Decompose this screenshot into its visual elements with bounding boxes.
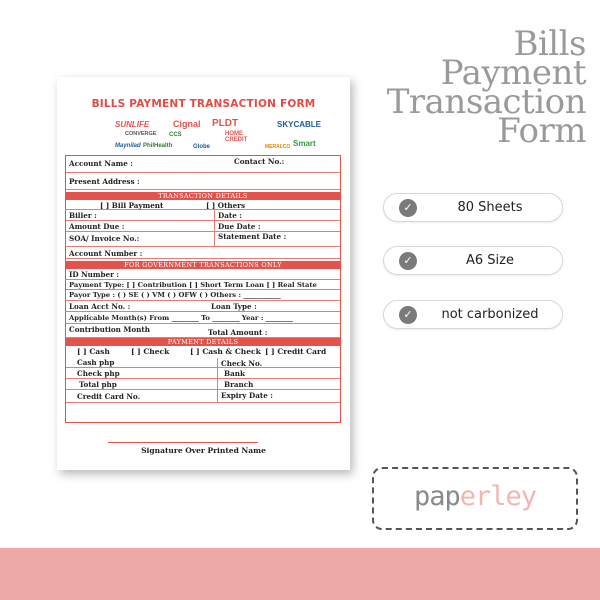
total-php-label: Total php <box>79 380 117 389</box>
ccs-logo: CCS <box>169 132 182 138</box>
converge-logo: CONVERGE <box>125 131 157 137</box>
due-date-label: Due Date : <box>218 222 261 231</box>
payment-type-row <box>66 280 340 290</box>
amount-due-label: Amount Due : <box>69 222 125 231</box>
brand-logo-box <box>372 467 578 530</box>
feature-label: 80 Sheets <box>457 200 523 215</box>
amount-due-row <box>66 221 340 232</box>
check-php-label: Check php <box>77 369 120 378</box>
cash-php-label: Cash php <box>77 358 115 367</box>
check-no-label: Check No. <box>221 359 263 368</box>
loan-row <box>66 301 340 312</box>
total-amount-label: Total Amount : <box>208 328 268 337</box>
bill-payment-option: [ ] Bill Payment <box>100 201 164 210</box>
government-transactions-header: FOR GOVERNMENT TRANSACTIONS ONLY <box>66 261 340 269</box>
credit-card-option: [ ] Credit Card <box>265 347 327 356</box>
cash-check-option: [ ] Cash & Check <box>190 347 261 356</box>
form-title: BILLS PAYMENT TRANSACTION FORM <box>91 98 316 110</box>
payor-type-label: Payor Type : ( ) SE ( ) VM ( ) OFW ( ) Others : ___________ <box>69 291 281 299</box>
philhealth-logo: PhilHealth <box>143 143 173 149</box>
others-option: [ ] Others <box>206 201 246 210</box>
brand-part-2: erley <box>459 481 537 512</box>
globe-logo: Globe <box>193 144 211 150</box>
id-number-label: ID Number : <box>69 270 120 279</box>
meralco-logo: MERALCO <box>265 144 291 150</box>
check-php-row <box>66 368 340 379</box>
biller-row <box>66 210 340 221</box>
payment-details-header: PAYMENT DETAILS <box>66 338 340 346</box>
check-circle-icon: ✓ <box>399 306 417 324</box>
cignal-logo: Cignal <box>173 119 201 129</box>
present-address-label: Present Address : <box>69 177 140 186</box>
brand-logo <box>374 481 576 512</box>
loan-type-label: Loan Type : <box>211 302 257 311</box>
headline-line: Form <box>497 111 586 151</box>
contribution-month-label: Contribution Month <box>69 325 150 334</box>
form-fields <box>65 155 341 423</box>
check-option: [ ] Check <box>131 347 170 356</box>
account-number-row <box>66 247 340 259</box>
biller-label: Biller : <box>69 211 97 220</box>
pldt-logo: PLDT <box>212 118 239 129</box>
partner-logos <box>115 117 347 153</box>
statement-date-label: Statement Date : <box>218 232 287 241</box>
contribution-row <box>66 324 340 338</box>
sunlife-logo: SUNLIFE <box>115 120 150 129</box>
form-sheet <box>57 77 350 470</box>
column-divider <box>214 210 215 247</box>
present-address-row <box>66 173 340 190</box>
headline-line: Payment <box>440 53 586 93</box>
account-name-row <box>66 156 340 173</box>
payment-method-row <box>66 346 340 358</box>
feature-label: A6 Size <box>466 253 514 268</box>
feature-label: not carbonized <box>441 307 539 322</box>
account-name-label: Account Name : <box>69 159 133 168</box>
maynilad-logo: Maynilad <box>115 143 141 149</box>
skycable-logo: SKYCABLE <box>277 120 322 129</box>
headline-line: Transaction <box>386 82 586 122</box>
smart-logo: Smart <box>293 139 316 148</box>
account-number-label: Account Number : <box>69 249 143 258</box>
soa-label: SOA/ Invoice No.: <box>69 234 140 243</box>
feature-pill-sheets <box>383 193 563 222</box>
check-circle-icon: ✓ <box>399 199 417 217</box>
applicable-months-label: Applicable Month(s) From ________ To ________ Year : ________ <box>69 314 293 322</box>
bank-label: Bank <box>224 369 245 378</box>
loan-acct-label: Loan Acct No. : <box>69 302 131 311</box>
home-credit-logo: HOME CREDIT <box>225 131 248 143</box>
feature-pill-size <box>383 246 563 275</box>
brand-part-1: pap <box>413 481 460 512</box>
payment-column-divider <box>217 358 218 403</box>
payment-type-label: Payment Type: [ ] Contribution [ ] Short Term Loan [ ] Real State <box>69 281 317 289</box>
date-label: Date : <box>218 211 242 220</box>
transaction-details-header: TRANSACTION DETAILS <box>66 192 340 200</box>
signature-label: Signature Over Printed Name <box>141 446 266 455</box>
feature-pill-carbon <box>383 300 563 329</box>
footer-bar <box>0 548 600 600</box>
payor-type-row <box>66 290 340 301</box>
cash-option: [ ] Cash <box>77 347 110 356</box>
soa-row <box>66 232 340 247</box>
transaction-type-row <box>66 200 340 210</box>
signature-line <box>108 442 258 443</box>
credit-card-no-label: Credit Card No. <box>77 392 141 401</box>
contact-no-label: Contact No.: <box>234 157 285 166</box>
check-circle-icon: ✓ <box>399 252 417 270</box>
cash-php-row <box>66 358 340 368</box>
credit-card-row <box>66 390 340 403</box>
branch-label: Branch <box>224 380 254 389</box>
expiry-date-label: Expiry Date : <box>221 391 273 400</box>
total-php-row <box>66 379 340 390</box>
headline-line: Bills <box>513 24 586 64</box>
id-number-row <box>66 269 340 280</box>
applicable-months-row <box>66 312 340 324</box>
product-headline <box>356 24 586 151</box>
